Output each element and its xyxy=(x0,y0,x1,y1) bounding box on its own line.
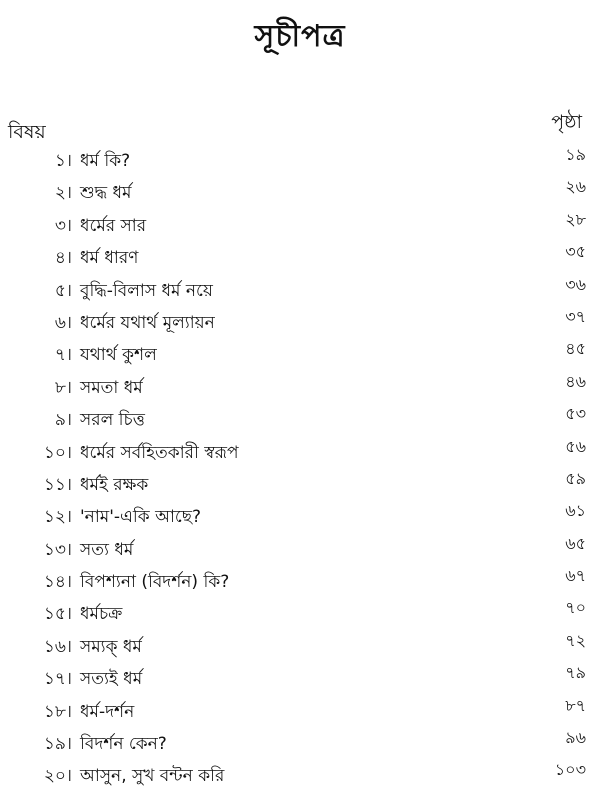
entry-page-number: ৭০ xyxy=(565,598,586,618)
entry-number: ১৬। xyxy=(43,636,72,657)
entry-number: ১। xyxy=(54,151,72,171)
entry-page-number: ৭৯ xyxy=(565,663,586,683)
entry-page-number: ৪৬ xyxy=(565,371,586,391)
entry-number: ১৭। xyxy=(43,669,72,690)
toc-entry xyxy=(0,595,600,627)
toc-entry xyxy=(0,336,600,368)
toc-entry xyxy=(0,466,600,498)
entry-number: ১৯। xyxy=(43,734,72,755)
toc-entry xyxy=(0,272,600,304)
entry-page-number: ৬৭ xyxy=(565,566,586,586)
entry-number: ১১। xyxy=(43,474,72,495)
page-column-header: পৃষ্ঠা xyxy=(551,111,582,133)
entry-number: ২০। xyxy=(43,766,72,787)
entry-title: সত্যই ধর্ম xyxy=(80,669,143,690)
entry-title: বিপশ্যনা (বিদর্শন) কি? xyxy=(80,572,230,593)
entry-title: বুদ্ধি-বিলাস ধর্ম নয়ে xyxy=(80,280,213,301)
entry-title: শুদ্ধ ধর্ম xyxy=(80,183,132,204)
entry-title: ধর্মই রক্ষক xyxy=(80,474,149,495)
entry-title: ধর্মের যথার্থ মূল্যায়ন xyxy=(80,312,215,333)
entry-number: ৩। xyxy=(54,215,72,236)
entry-number: ১৮। xyxy=(43,701,72,722)
toc-entry xyxy=(0,369,600,401)
page-title: সূচীপত্র xyxy=(254,19,346,54)
entry-number: ১৪। xyxy=(43,572,72,593)
toc-entry xyxy=(0,174,600,206)
entry-number: ১৩। xyxy=(43,539,72,560)
entry-title: ধর্ম কি? xyxy=(80,151,131,171)
entry-number: ১২। xyxy=(43,507,72,528)
entry-page-number: ৫৬ xyxy=(565,436,586,456)
entry-page-number: ৩৬ xyxy=(565,274,586,294)
entry-page-number: ৪৫ xyxy=(565,339,586,359)
entry-page-number: ২৮ xyxy=(565,209,586,229)
toc-entry xyxy=(0,693,600,725)
entry-title: ধর্ম-দর্শন xyxy=(80,701,135,722)
entry-number: ৪। xyxy=(54,248,72,269)
toc-entry xyxy=(0,498,600,530)
entry-title: বিদর্শন কেন? xyxy=(80,734,167,755)
entry-page-number: ৩৫ xyxy=(565,242,586,262)
entry-number: ৮। xyxy=(54,377,72,398)
entry-title: ধর্মচক্র xyxy=(80,604,123,625)
toc-entry xyxy=(0,207,600,239)
entry-title: সম্যক্ ধর্ম xyxy=(80,636,142,657)
toc-entry xyxy=(0,304,600,336)
toc-entry xyxy=(0,628,600,660)
table-of-contents xyxy=(0,142,600,790)
entry-number: ৫। xyxy=(54,280,72,301)
toc-entry xyxy=(0,757,600,789)
subject-column-header: বিষয় xyxy=(8,121,46,143)
entry-number: ১৫। xyxy=(43,604,72,625)
toc-entry xyxy=(0,434,600,466)
entry-title: সরল চিত্ত xyxy=(80,410,145,431)
toc-entry xyxy=(0,142,600,174)
entry-page-number: ৯৬ xyxy=(565,728,586,748)
entry-page-number: ১০৩ xyxy=(554,760,586,780)
toc-entry xyxy=(0,660,600,692)
entry-page-number: ৩৭ xyxy=(565,306,586,326)
entry-page-number: ৫৩ xyxy=(565,404,586,424)
entry-title: যথার্থ কুশল xyxy=(80,345,157,366)
toc-entry xyxy=(0,401,600,433)
entry-page-number: ৬৫ xyxy=(565,533,586,553)
entry-page-number: ৬১ xyxy=(565,501,586,521)
entry-title: সত্য ধর্ম xyxy=(80,539,134,560)
toc-entry xyxy=(0,725,600,757)
entry-number: ৭। xyxy=(54,345,72,366)
toc-entry xyxy=(0,239,600,271)
entry-title: সমতা ধর্ম xyxy=(80,377,143,398)
entry-title: ধর্ম ধারণ xyxy=(80,248,139,269)
entry-page-number: ৮৭ xyxy=(565,695,586,715)
toc-entry xyxy=(0,531,600,563)
entry-number: ১০। xyxy=(43,442,72,463)
entry-title: আসুন, সুখ বন্টন করি xyxy=(80,766,225,787)
toc-entry xyxy=(0,563,600,595)
entry-title: ধর্মের সর্বহিতকারী স্বরূপ xyxy=(80,442,239,463)
entry-number: ৯। xyxy=(54,410,72,431)
entry-number: ২। xyxy=(54,183,72,204)
entry-page-number: ৭২ xyxy=(565,630,586,650)
entry-title: 'নাম'-একি আছে? xyxy=(80,507,202,528)
entry-number: ৬। xyxy=(54,312,72,333)
entry-title: ধর্মের সার xyxy=(80,215,147,236)
entry-page-number: ৫৯ xyxy=(565,468,586,488)
entry-page-number: ২৬ xyxy=(565,177,586,197)
entry-page-number: ১৯ xyxy=(565,145,586,164)
